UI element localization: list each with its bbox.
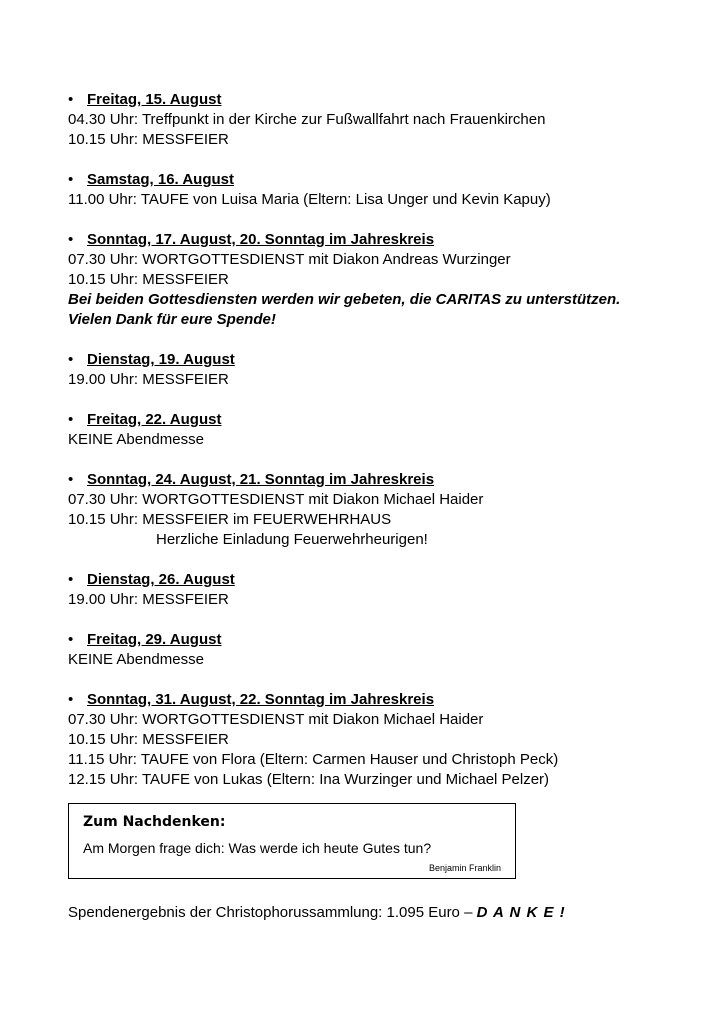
bullet-icon: • bbox=[68, 231, 74, 248]
schedule-entry bbox=[68, 690, 668, 790]
schedule-entry bbox=[68, 410, 668, 450]
quote-text: Am Morgen frage dich: Was werde ich heute Gutes tun? bbox=[83, 840, 432, 856]
schedule-entry bbox=[68, 570, 668, 610]
entry-note: Bei beiden Gottesdiensten werden wir gebeten, die CARITAS zu unterstützen. bbox=[68, 291, 621, 308]
schedule-entry bbox=[68, 170, 668, 210]
entry-line: 07.30 Uhr: WORTGOTTESDIENST mit Diakon Andreas Wurzinger bbox=[68, 251, 511, 268]
schedule bbox=[68, 90, 668, 810]
thanks-text: D A N K E ! bbox=[476, 904, 566, 921]
schedule-entry bbox=[68, 230, 668, 330]
entry-heading: • Dienstag, 26. August bbox=[68, 571, 235, 588]
schedule-entry bbox=[68, 90, 668, 150]
entry-line: 10.15 Uhr: MESSFEIER im FEUERWEHRHAUS bbox=[68, 511, 392, 528]
entry-line: 10.15 Uhr: MESSFEIER bbox=[68, 271, 229, 288]
quote-author: Benjamin Franklin bbox=[428, 863, 501, 873]
entry-heading: • Freitag, 29. August bbox=[68, 631, 222, 648]
entry-heading: • Samstag, 16. August bbox=[68, 171, 234, 188]
bullet-icon: • bbox=[68, 351, 74, 368]
entry-line: KEINE Abendmesse bbox=[68, 651, 204, 668]
entry-line: 11.15 Uhr: TAUFE von Flora (Eltern: Carmen Hauser und Christoph Peck) bbox=[68, 751, 559, 768]
entry-line: 11.00 Uhr: TAUFE von Luisa Maria (Eltern: Lisa Unger und Kevin Kapuy) bbox=[68, 191, 551, 208]
donation-text: Spendenergebnis der Christophorussammlung: 1.095 Euro – bbox=[68, 904, 477, 921]
bullet-icon: • bbox=[68, 691, 74, 708]
entry-line: 10.15 Uhr: MESSFEIER bbox=[68, 731, 229, 748]
schedule-entry bbox=[68, 470, 668, 550]
entry-line: 19.00 Uhr: MESSFEIER bbox=[68, 591, 229, 608]
entry-heading: • Dienstag, 19. August bbox=[68, 351, 235, 368]
entry-heading: • Freitag, 15. August bbox=[68, 91, 222, 108]
bullet-icon: • bbox=[68, 571, 74, 588]
entry-heading: • Sonntag, 31. August, 22. Sonntag im Jahreskreis bbox=[68, 691, 435, 708]
entry-line: 07.30 Uhr: WORTGOTTESDIENST mit Diakon Michael Haider bbox=[68, 491, 484, 508]
entry-heading: • Sonntag, 24. August, 21. Sonntag im Jahreskreis bbox=[68, 471, 435, 488]
entry-line: 04.30 Uhr: Treffpunkt in der Kirche zur Fußwallfahrt nach Frauenkirchen bbox=[68, 111, 546, 128]
entry-line: 07.30 Uhr: WORTGOTTESDIENST mit Diakon Michael Haider bbox=[68, 711, 484, 728]
entry-heading: • Freitag, 22. August bbox=[68, 411, 222, 428]
bullet-icon: • bbox=[68, 471, 74, 488]
entry-line: 12.15 Uhr: TAUFE von Lukas (Eltern: Ina Wurzinger und Michael Pelzer) bbox=[68, 771, 550, 788]
quote-title: Zum Nachdenken: bbox=[83, 814, 226, 830]
schedule-entry bbox=[68, 350, 668, 390]
quote-box bbox=[68, 803, 516, 879]
entry-line: 10.15 Uhr: MESSFEIER bbox=[68, 131, 229, 148]
bullet-icon: • bbox=[68, 411, 74, 428]
bullet-icon: • bbox=[68, 91, 74, 108]
entry-heading: • Sonntag, 17. August, 20. Sonntag im Jahreskreis bbox=[68, 231, 435, 248]
donation-result bbox=[68, 903, 566, 923]
bullet-icon: • bbox=[68, 631, 74, 648]
schedule-entry bbox=[68, 630, 668, 670]
entry-note: Vielen Dank für eure Spende! bbox=[68, 311, 276, 328]
bullet-icon: • bbox=[68, 171, 74, 188]
entry-line: 19.00 Uhr: MESSFEIER bbox=[68, 371, 229, 388]
entry-line: Herzliche Einladung Feuerwehrheurigen! bbox=[156, 531, 428, 548]
entry-line: KEINE Abendmesse bbox=[68, 431, 204, 448]
